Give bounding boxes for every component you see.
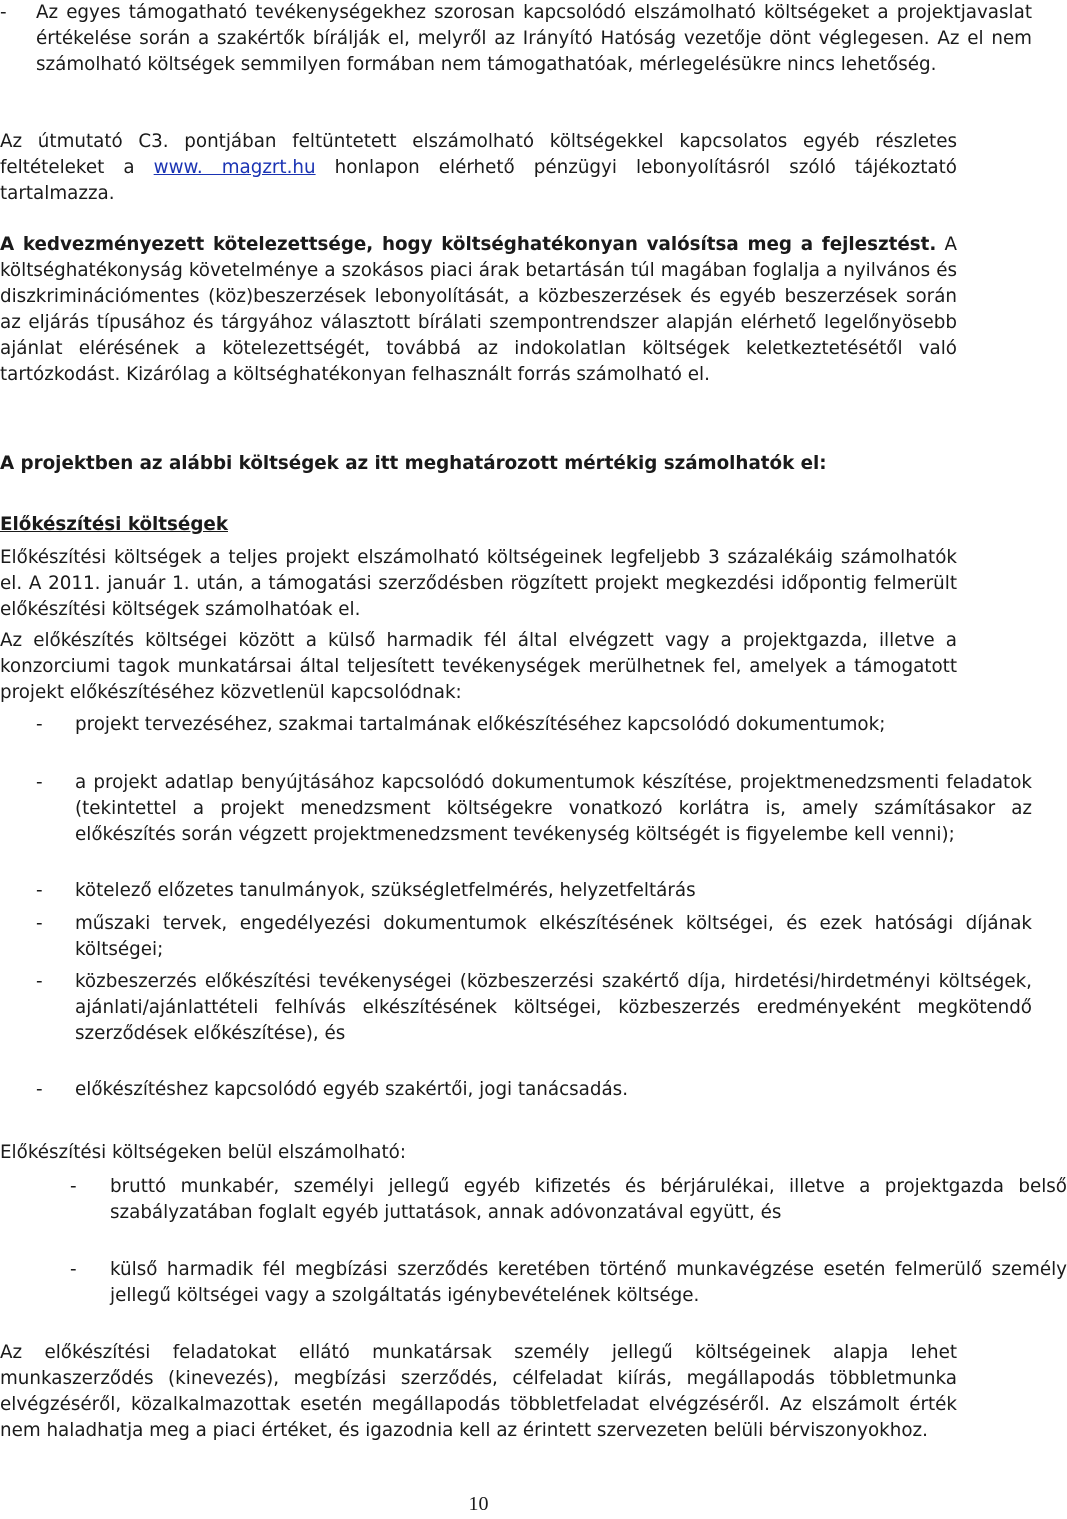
page-number: 10	[468, 1493, 489, 1515]
prep-paragraph-3: Előkészítési költségeken belül elszámolható:	[0, 1142, 407, 1163]
list-item-text: közbeszerzés előkészítési tevékenységei (közbeszerzési szakértő díja, hirdetési/hirdetményi költségek, ajánlati/ajánlattételi felhívás elkészítésének költségei, közbeszerzés eredményeként megkötendő szerződések előkészítése), és	[75, 971, 1032, 1044]
list-item-text: kötelező előzetes tanulmányok, szükségletfelmérés, helyzetfeltárás	[75, 880, 696, 901]
sub-list-item-text: bruttó munkabér, személyi jellegű egyéb kifizetés és bérjárulékai, illetve a projektgazda belső szabályzatában foglalt egyéb juttatások, annak adóvonzatával együtt, és	[110, 1176, 1067, 1223]
prep-paragraph-1-block	[0, 545, 957, 623]
magzrt-link[interactable]: www. magzrt.hu	[153, 157, 316, 178]
list-item-text: műszaki tervek, engedélyezési dokumentumok elkészítésének költségei, és ezek hatósági díjának költségei;	[75, 913, 1032, 960]
prep-paragraph-4: Az előkészítési feladatokat ellátó munkatársak személy jellegű költségeinek alapja lehet munkaszerződés (kinevezés), megbízási szerződés, célfeladat kiírás, megállapodás többletmunka elvégzéséről, közalkalmazottak esetén megállapodás többletfeladat elvégzéséről. Az elszámolt érték nem haladhatja meg a piaci értéket, és igazodnia kell az érintett szervezeten belüli bérviszonyokhoz.	[0, 1342, 957, 1441]
intro-paragraph-2-text: Az útmutató C3. pontjában feltüntetett elszámolható költségekkel kapcsolatos egyéb részletes feltételeket a	[0, 131, 957, 178]
intro-paragraph-3-block	[0, 232, 957, 388]
prep-paragraph-1: Előkészítési költségek a teljes projekt elszámolható költségeinek legfeljebb 3 százalékáig számolhatók el. A 2011. január 1. után, a támogatási szerződésben rögzített projekt megkezdési időpontig felmerült előkészítési költségek számolhatóak el.	[0, 547, 957, 620]
prep-heading-block	[0, 512, 957, 538]
intro-paragraph-3	[0, 232, 957, 388]
list-dash: -	[36, 1079, 43, 1100]
list-item	[0, 911, 1032, 963]
list-item	[0, 969, 1032, 1047]
prep-paragraph-2-block	[0, 628, 957, 706]
intro-paragraph-2-tail: honlapon elérhető pénzügyi lebonyolításról szóló tájékoztató tartalmazza.	[0, 157, 957, 204]
list-item	[0, 1077, 1032, 1103]
list-item	[0, 712, 1032, 738]
intro-list-item	[0, 0, 1032, 78]
obligation-text: A költséghatékonyság követelménye a szokásos piaci árak betartásán túl magában foglalja a nyilvános és diszkriminációmentes (köz)beszerzések lebonyolítását, a közbeszerzések és egyéb beszerzések során az eljárás típusához és tárgyához választott bírálati szempontrendszer alapján elérhető legelőnyösebb ajánlat elérésének a kötelezettségét, továbbá az indokolatlan költségek keletkeztetésétől való tartózkodást. Kizárólag a költséghatékonyan felhasznált forrás számolható el.	[0, 234, 957, 385]
obligation-bold-text: A kedvezményezett kötelezettsége, hogy költséghatékonyan valósítsa meg a fejlesztést.	[0, 234, 937, 255]
list-dash: -	[36, 971, 43, 992]
intro-paragraph-1: Az egyes támogatható tevékenységekhez szorosan kapcsolódó elszámolható költségeket a projektjavaslat értékelése során a szakértők bírálják el, melyről az Irányító Hatóság vezetője dönt véglegesen. Az el nem számolható költségek semmilyen formában nem támogathatóak, mérlegelésükre nincs lehetőség.	[36, 2, 1032, 75]
list-dash: -	[36, 880, 43, 901]
intro-paragraph-2	[0, 129, 957, 207]
list-dash: -	[70, 1259, 77, 1280]
list-dash: -	[36, 772, 43, 793]
intro-paragraph-2-block	[0, 129, 957, 207]
list-item	[0, 770, 1032, 848]
list-item	[0, 878, 1032, 904]
list-dash: -	[70, 1176, 77, 1197]
list-item-text: a projekt adatlap benyújtásához kapcsolódó dokumentumok készítése, projektmenedzsmenti feladatok (tekintettel a projekt menedzsment költségekre vonatkozó korlátra is, amely számításakor az előkészítés során végzett projektmenedzsment tevékenység költségét is figyelembe kell venni);	[75, 772, 1032, 845]
section-heading: A projektben az alábbi költségek az itt meghatározott mértékig számolhatók el:	[0, 453, 827, 474]
prep-paragraph-2: Az előkészítés költségei között a külső harmadik fél által elvégzett vagy a projektgazda, illetve a konzorciumi tagok munkatársai által teljesített tevékenységek merülhetnek fel, amelyek a támogatott projekt előkészítéséhez közvetlenül kapcsolódnak:	[0, 630, 957, 703]
list-item-text: előkészítéshez kapcsolódó egyéb szakértői, jogi tanácsadás.	[75, 1079, 629, 1100]
section-heading-block	[0, 451, 957, 477]
list-dash: -	[36, 714, 43, 735]
prep-paragraph-4-block	[0, 1340, 957, 1444]
prep-paragraph-3-block	[0, 1140, 957, 1166]
list-dash: -	[0, 2, 7, 23]
sub-list-item	[0, 1257, 1067, 1309]
sub-list-item	[0, 1174, 1067, 1226]
sub-list-item-text: külső harmadik fél megbízási szerződés keretében történő munkavégzése esetén felmerülő személy jellegű költségei vagy a szolgáltatás igénybevételének költsége.	[110, 1259, 1067, 1306]
prep-heading: Előkészítési költségek	[0, 514, 228, 535]
list-item-text: projekt tervezéséhez, szakmai tartalmának előkészítéséhez kapcsolódó dokumentumok;	[75, 714, 886, 735]
list-dash: -	[36, 913, 43, 934]
